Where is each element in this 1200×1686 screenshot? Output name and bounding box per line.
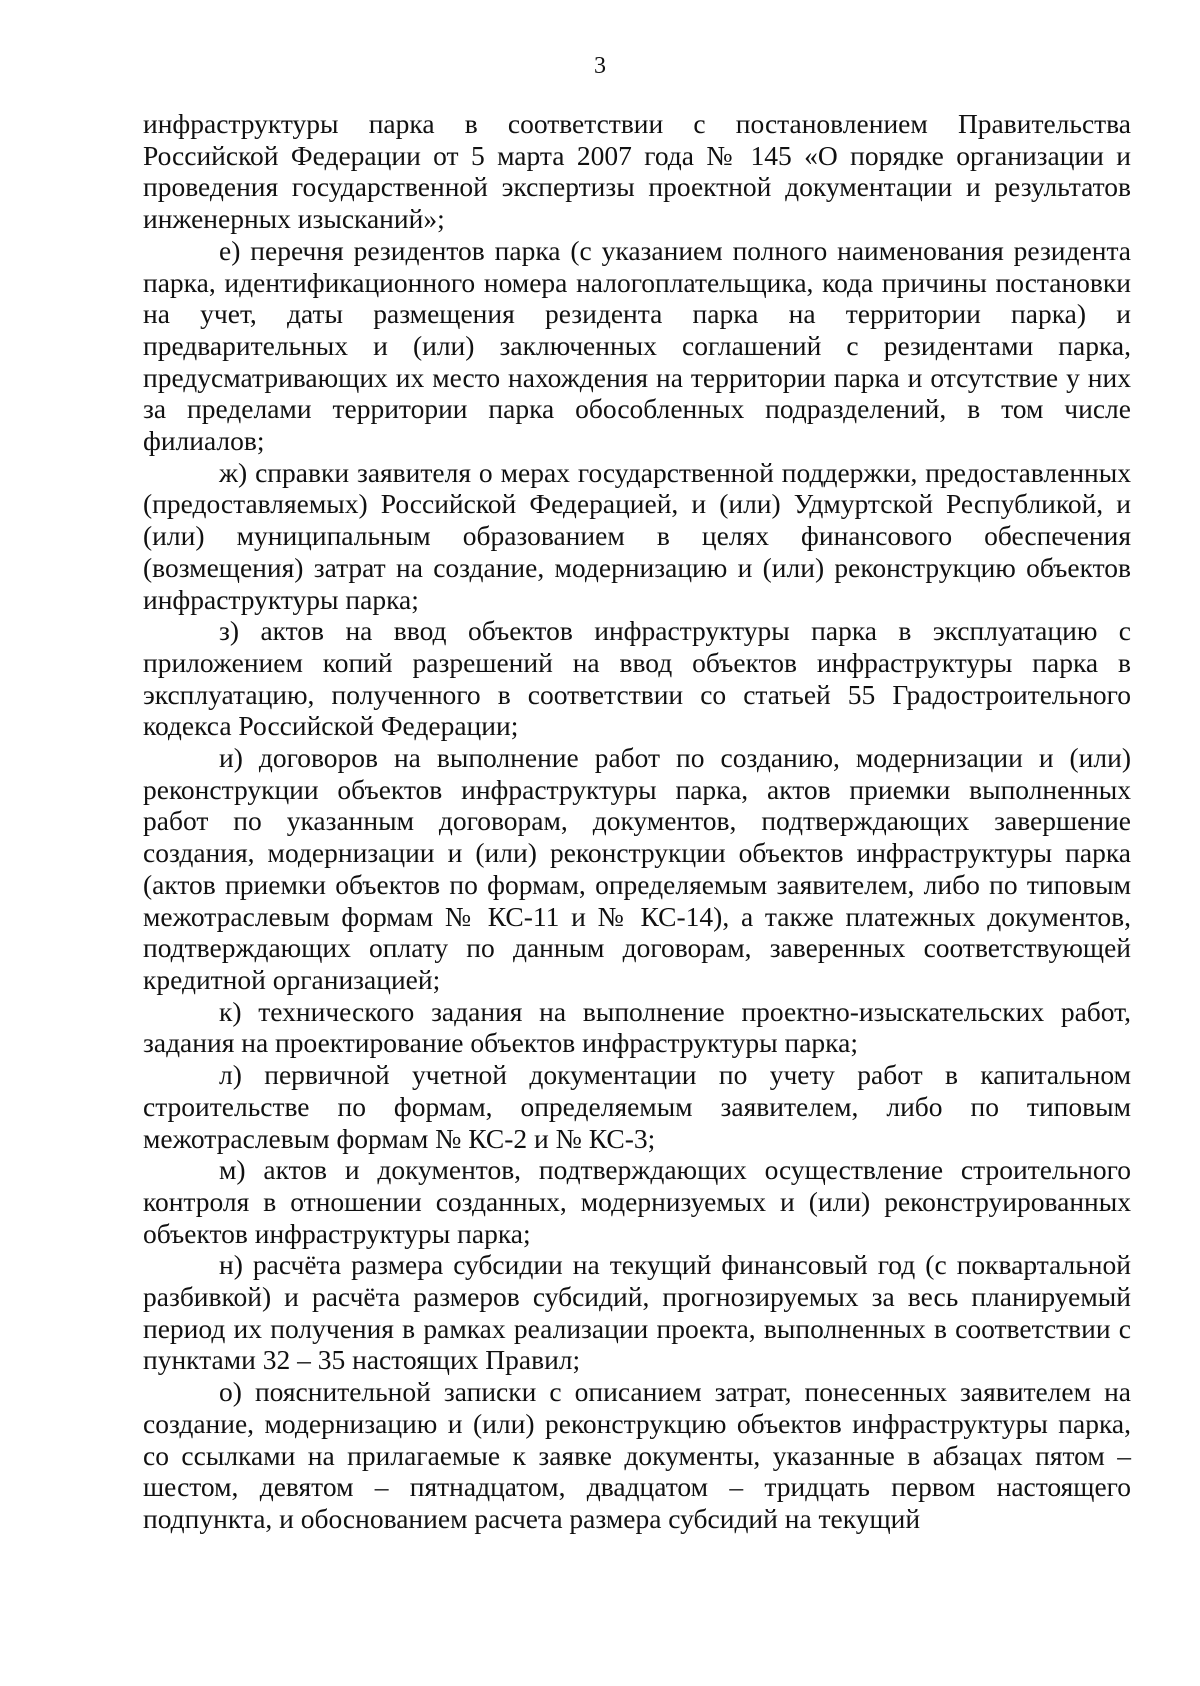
paragraph-item-e: е) перечня резидентов парка (с указанием полного наименования резидента парка, идентификационного номера налогоплательщика, кода причины постановки на учет, даты размещения резидента парка на территории парка) и предварительных и (или) заключенных соглашений с резидентами парка, предусматривающих их место нахождения на территории парка и отсутствие у них за пределами территории парка обособленных подразделений, в том числе филиалов; bbox=[143, 234, 1131, 457]
paragraph-item-n: н) расчёта размера субсидии на текущий финансовый год (с поквартальной разбивкой) и расчёта размеров субсидий, прогнозируемых за весь планируемый период их получения в рамках реализации проекта, выполненных в соответствии с пунктами 32 – 35 настоящих Правил; bbox=[143, 1249, 1131, 1376]
paragraph-item-l: л) первичной учетной документации по учету работ в капитальном строительстве по формам, определяемым заявителем, либо по типовым межотраслевым формам № КС-2 и № КС-3; bbox=[143, 1059, 1131, 1154]
paragraph-item-o: о) пояснительной записки с описанием затрат, понесенных заявителем на создание, модернизацию и (или) реконструкцию объектов инфраструктуры парка, со ссылками на прилагаемые к заявке документы, указанные в абзацах пятом – шестом, девятом – пятнадцатом, двадцатом – тридцать первом настоящего подпункта, и обоснованием расчета размера субсидий на текущий bbox=[143, 1376, 1131, 1534]
paragraph-item-m: м) актов и документов, подтверждающих осуществление строительного контроля в отношении созданных, модернизуемых и (или) реконструированных объектов инфраструктуры парка; bbox=[143, 1154, 1131, 1249]
paragraph-item-k: к) технического задания на выполнение проектно-изыскательских работ, задания на проектирование объектов инфраструктуры парка; bbox=[143, 995, 1131, 1059]
paragraph-continuation: инфраструктуры парка в соответствии с постановлением Правительства Российской Федерации от 5 марта 2007 года № 145 «О порядке организации и проведения государственной экспертизы проектной документации и результатов инженерных изысканий»; bbox=[143, 108, 1131, 235]
document-body bbox=[143, 108, 1131, 1535]
paragraph-item-zh: ж) справки заявителя о мерах государственной поддержки, предоставленных (предоставляемых) Российской Федерацией, и (или) Удмуртской Республикой, и (или) муниципальным образованием в целях финансового обеспечения (возмещения) затрат на создание, модернизацию и (или) реконструкцию объектов инфраструктуры парка; bbox=[143, 456, 1131, 615]
paragraph-item-z: з) актов на ввод объектов инфраструктуры парка в эксплуатацию с приложением копий разрешений на ввод объектов инфраструктуры парка в эксплуатацию, полученного в соответствии со статьей 55 Градостроительного кодекса Российской Федерации; bbox=[143, 615, 1131, 742]
paragraph-item-i: и) договоров на выполнение работ по созданию, модернизации и (или) реконструкции объектов инфраструктуры парка, актов приемки выполненных работ по указанным договорам, документов, подтверждающих завершение создания, модернизации и (или) реконструкции объектов инфраструктуры парка (актов приемки объектов по формам, определяемым заявителем, либо по типовым межотраслевым формам № КС-11 и № КС-14), а также платежных документов, подтверждающих оплату по данным договорам, заверенных соответствующей кредитной организацией; bbox=[143, 742, 1131, 995]
page-number: 3 bbox=[594, 53, 606, 79]
